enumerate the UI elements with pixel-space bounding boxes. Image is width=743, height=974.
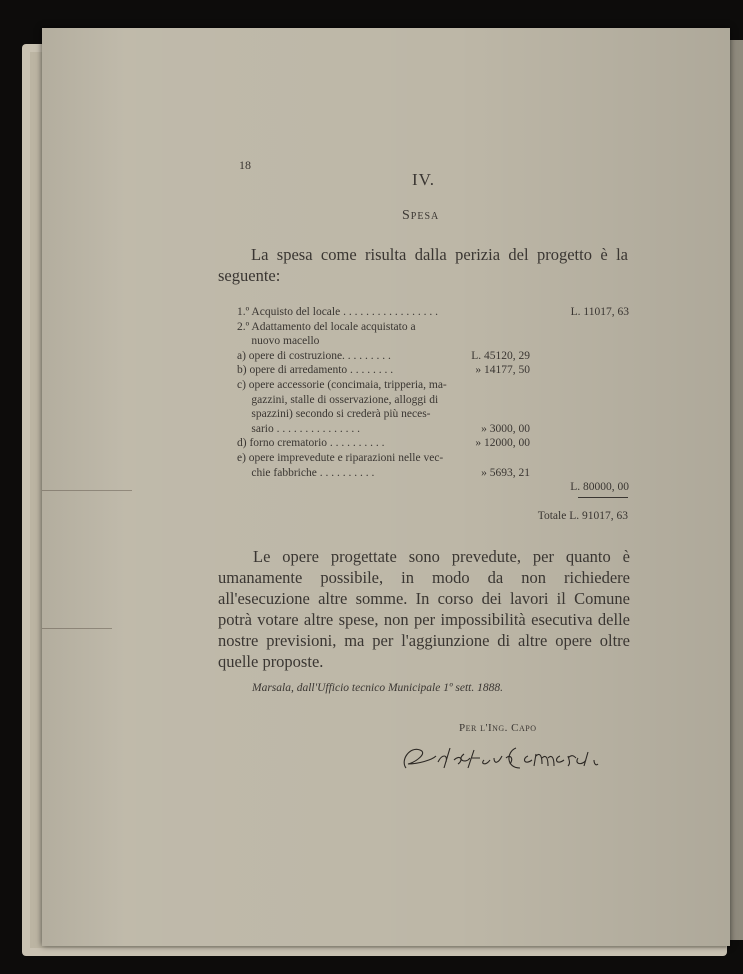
section-number: IV. <box>412 170 435 189</box>
handwritten-signature <box>398 738 608 778</box>
cost-row <box>237 466 629 481</box>
cost-label: e) opere imprevedute e riparazioni nelle vec- <box>237 451 444 464</box>
cost-row <box>237 451 629 466</box>
cost-amount: L. 45120, 29 <box>471 349 530 362</box>
cost-label: c) opere accessorie (concimaia, tripperia, ma- <box>237 378 447 391</box>
body-paragraph: Le opere progettate sono prevedute, per quanto è umanamente possibile, in modo da non richiedere all'esecuzione altre somme. In corso dei lavori il Comune potrà votare altre spese, non per impossibilità esecutiva delle nostre previsioni, ma per l'aggiunzione di altre opere oltre quelle proposte. <box>218 547 630 671</box>
cost-row <box>237 407 629 422</box>
total-line: Totale L. 91017, 63 <box>537 510 628 522</box>
cost-subtotal: L. 80000, 00 <box>570 481 629 494</box>
cost-amount: » 12000, 00 <box>475 437 530 450</box>
cost-label: d) forno crematorio . . . . . . . . . . <box>237 437 385 450</box>
cost-amount: » 5693, 21 <box>481 466 530 479</box>
cost-row <box>237 334 629 349</box>
cost-label: b) opere di arredamento . . . . . . . . <box>237 364 394 377</box>
cost-label: chie fabbriche . . . . . . . . . . <box>237 466 375 479</box>
section-title: Spesa <box>402 208 440 223</box>
per-engineer-line: Per l'Ing. Capo <box>459 722 537 734</box>
cost-label: 1.º Acquisto del locale . . . . . . . . . . . . . . . . . <box>237 306 438 318</box>
cost-label: spazzini) secondo si crederà più neces- <box>237 408 431 421</box>
cost-row <box>237 393 629 408</box>
page-crease <box>42 628 112 629</box>
cost-label: gazzini, stalle di osservazione, alloggi di <box>237 393 439 406</box>
page-number: 18 <box>239 158 251 172</box>
place-date: Marsala, dall'Ufficio tecnico Municipale 1º sett. 1888. <box>252 682 504 694</box>
cost-table <box>237 305 629 495</box>
cost-label: sario . . . . . . . . . . . . . . . <box>237 422 360 435</box>
cost-row <box>237 422 629 437</box>
page-crease <box>42 490 132 491</box>
cost-subtotal: L. 11017, 63 <box>570 306 629 318</box>
cost-row <box>237 378 629 393</box>
cost-row <box>237 305 629 320</box>
cost-row <box>237 363 629 378</box>
cost-amount: » 14177, 50 <box>475 364 530 377</box>
cost-label: a) opere di costruzione. . . . . . . . . <box>237 349 391 362</box>
cost-row <box>237 480 629 495</box>
cost-row <box>237 436 629 451</box>
intro-paragraph: La spesa come risulta dalla perizia del progetto è la seguente: <box>218 245 628 285</box>
cost-row <box>237 349 629 364</box>
sum-rule <box>578 497 628 498</box>
cost-row <box>237 320 629 335</box>
cost-amount: » 3000, 00 <box>481 422 530 435</box>
cost-label: 2.º Adattamento del locale acquistato a <box>237 320 416 333</box>
cost-label: nuovo macello <box>237 335 320 348</box>
